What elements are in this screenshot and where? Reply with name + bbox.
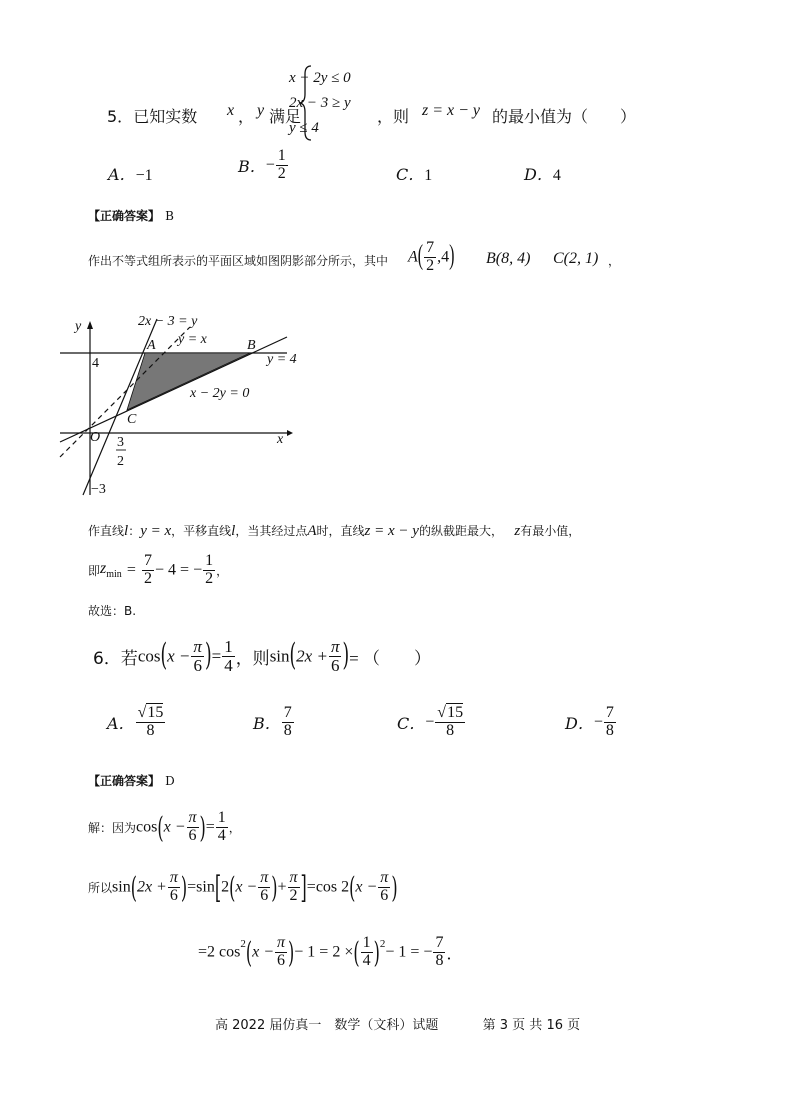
q6-sol-qden: 4 bbox=[217, 826, 226, 844]
q6-option-d-den: 8 bbox=[605, 721, 614, 739]
q6-sol3-endden: 8 bbox=[435, 951, 444, 969]
q5-answer bbox=[88, 205, 174, 224]
label-tick-4: 4 bbox=[92, 356, 99, 371]
q5-option-d-letter: D． bbox=[524, 165, 553, 184]
q5-prefix: 已知实数 bbox=[133, 107, 198, 126]
q5-ask: 的最小值为（ ） bbox=[492, 107, 637, 126]
q5-sol2-a: 作直线 bbox=[88, 524, 125, 538]
label-tick-3-2-num: 3 bbox=[117, 435, 124, 450]
q6-stem: 6．若cos(x − $\frac{\pi}{6}$ )= $\frac{1}{4}$ ，则sin(2x + $\frac{\pi}{6}$ )= （ ） bbox=[93, 637, 431, 675]
q5-sol2-eq: y = x bbox=[140, 523, 172, 539]
label-line-y-eq-4: y = 4 bbox=[267, 352, 297, 367]
q5-then: ，则 bbox=[377, 107, 410, 126]
q5-options bbox=[108, 147, 708, 198]
q5-solution-text1: 作出不等式组所表示的平面区域如图阴影部分所示，其中 bbox=[88, 254, 389, 268]
q6-sol3-pi: π bbox=[277, 934, 286, 951]
q6-sol-pi: π bbox=[188, 809, 197, 826]
q6-sol-cos: cos bbox=[136, 818, 158, 836]
label-point-a: A bbox=[147, 338, 156, 353]
q6-pi2: π bbox=[330, 637, 340, 656]
q6-sol2-arg2: x − bbox=[235, 878, 258, 896]
label-tick-3-2-den: 2 bbox=[117, 454, 124, 469]
y-axis-arrow bbox=[87, 321, 93, 329]
q6-option-a-letter: A． bbox=[107, 713, 135, 733]
q5-point-a-xnum: 7 bbox=[426, 239, 435, 256]
q6-sol2-pi4: π bbox=[380, 869, 389, 886]
q5-satisfies: 满足 bbox=[269, 107, 302, 126]
label-line-2x-3: 2x − 3 = y bbox=[138, 314, 198, 329]
q6-sol2-eq1: = bbox=[187, 878, 197, 896]
q5-sol2-g: 有最小值， bbox=[520, 524, 581, 538]
q6-option-a-den: 8 bbox=[146, 721, 155, 739]
q6-option-c-letter: C． bbox=[397, 713, 426, 733]
q5-answer-value: B bbox=[165, 209, 174, 223]
q5-sol2-z: z bbox=[514, 523, 521, 539]
q6-eq1: = bbox=[211, 646, 222, 666]
q6-option-b-num: 7 bbox=[283, 704, 292, 721]
q6-sol2-arg3: x − bbox=[355, 878, 378, 896]
zmin-num1: 7 bbox=[144, 552, 153, 569]
q5-number: 5． bbox=[107, 107, 134, 126]
q6-sol2-pi3: π bbox=[289, 869, 298, 886]
q6-sol2-two: 2 bbox=[221, 878, 230, 896]
zmin-end: ， bbox=[216, 563, 229, 578]
footer-page: 第 3 页 共 16 页 bbox=[482, 1018, 581, 1033]
q5-constraints bbox=[289, 66, 351, 141]
q5-point-c: C(2, 1) bbox=[553, 250, 599, 267]
q5-option-a-value: −1 bbox=[135, 167, 153, 184]
zmin-eq: = bbox=[126, 561, 136, 579]
q6-sol2-pi: π bbox=[169, 869, 178, 886]
q6-sol3-m1b: − 1 = − bbox=[385, 943, 433, 961]
q6-answer-value: D bbox=[165, 774, 175, 788]
label-origin: O bbox=[90, 430, 101, 445]
q5-solution-line4: 故选：B. bbox=[88, 604, 137, 618]
q6-option-c-den: 8 bbox=[446, 721, 455, 739]
q6-sol2-plus: + bbox=[277, 878, 287, 896]
q5-var-x: x bbox=[227, 102, 235, 119]
q6-sol3-m1: − 1 = 2 × bbox=[294, 943, 354, 961]
q6-options: A． $\frac{√15}{8}$ B． $\frac{7}{8}$ C．− $\frac{√15}{8}$ D．− $\frac{7}{8}$ bbox=[107, 704, 614, 739]
q6-sol3-sq: 2 bbox=[240, 937, 246, 950]
zmin-den2: 2 bbox=[205, 569, 214, 587]
q5-option-a-letter: A． bbox=[108, 165, 136, 184]
q6-six2: 6 bbox=[330, 655, 340, 675]
q5-sol2-l: l bbox=[124, 523, 129, 539]
label-y-axis: y bbox=[75, 319, 82, 334]
q6-option-d-sign: − bbox=[593, 713, 603, 731]
q5-option-b-num: 1 bbox=[277, 147, 286, 164]
q6-six1: 6 bbox=[193, 655, 202, 675]
q5-option-b-sign: − bbox=[265, 156, 275, 174]
q6-sol2-eq2: = bbox=[306, 878, 316, 896]
q6-option-d-num: 7 bbox=[605, 704, 614, 721]
q5-point-a-y: 4 bbox=[441, 248, 450, 266]
q6-sol3-arg: x − bbox=[252, 943, 275, 961]
q6-sol3-endnum: 7 bbox=[435, 934, 444, 951]
q5-sol2-f: 的纵截距最大， bbox=[418, 524, 503, 538]
q5-sol2-e: 时，直线 bbox=[316, 524, 365, 538]
q6-sol-arg: x − bbox=[163, 818, 186, 836]
q6-answer-label: 【正确答案】 bbox=[88, 774, 161, 788]
q6-sol-eq: = bbox=[205, 818, 215, 836]
q6-sol-comma: ， bbox=[228, 820, 241, 835]
q6-sol2-sin2: sin bbox=[196, 878, 215, 896]
q6-option-b-letter: B． bbox=[253, 713, 281, 733]
q5-var-y: y bbox=[257, 102, 265, 119]
q6-if: 若 bbox=[120, 648, 138, 669]
q6-sol3-end: ． bbox=[446, 945, 463, 963]
zmin-den1: 2 bbox=[144, 569, 153, 587]
q5-sol2-l2: l bbox=[231, 523, 236, 539]
q5-constraint-2: 2x − 3 ≥ y bbox=[289, 95, 351, 111]
q5-option-c-letter: C． bbox=[396, 165, 425, 184]
q6-sol2-arg: 2x + bbox=[136, 878, 167, 896]
q6-sol2-six: 6 bbox=[169, 886, 178, 904]
q6-answer bbox=[88, 770, 175, 789]
q6-option-d-letter: D． bbox=[565, 713, 594, 733]
footer-title: 高 2022 届仿真一 数学（文科）试题 bbox=[215, 1018, 439, 1033]
q6-sol2-six3: 6 bbox=[380, 886, 389, 904]
q6-sol3-qden: 4 bbox=[362, 951, 371, 969]
q6-option-c-sign: − bbox=[425, 713, 435, 731]
q6-option-b-den: 8 bbox=[283, 721, 292, 739]
q6-sol3-six: 6 bbox=[277, 951, 286, 969]
footer bbox=[215, 1014, 580, 1033]
q6-sol2-pi2: π bbox=[260, 869, 269, 886]
q5-option-b-letter: B． bbox=[238, 156, 266, 176]
q6-option-a-num: 15 bbox=[147, 704, 164, 721]
q5-option-b-den: 2 bbox=[277, 164, 286, 182]
q5-answer-label: 【正确答案】 bbox=[88, 209, 161, 223]
q6-sol2-two2: 2 bbox=[289, 886, 298, 904]
label-point-c: C bbox=[127, 412, 137, 427]
q6-sin: sin bbox=[269, 646, 290, 666]
q6-solution-line1: 解：因为cos(x − $\frac{\pi}{6}$ )= $\frac{1}{4}$ ， bbox=[88, 809, 241, 845]
q6-option-c-num: 15 bbox=[447, 704, 464, 721]
q5-point-a-name: A bbox=[408, 248, 418, 266]
q6-arg1: x − bbox=[167, 646, 191, 666]
q6-number: 6． bbox=[93, 648, 121, 669]
q5-constraint-1: x − 2y ≤ 0 bbox=[289, 70, 351, 86]
q6-solution-line3: =2 $\cos^2(x$ − $\frac{\pi}{6}$ )− 1 = 2 ×( $\frac{1}{4}$ )$^2$− 1 = − $\frac{7}{8}$ ． bbox=[198, 934, 463, 970]
q6-sol-intro: 解：因为 bbox=[88, 820, 137, 835]
q5-feasible-region-graph bbox=[55, 305, 315, 500]
q6-sol-qnum: 1 bbox=[217, 809, 226, 826]
q5-sol2-b: ： bbox=[128, 524, 141, 538]
q6-quarter-num: 1 bbox=[224, 637, 233, 656]
q5-solution-text1-end: ， bbox=[608, 254, 621, 268]
zmin-num2: 1 bbox=[205, 552, 214, 569]
q5-constraint-3: y ≤ 4 bbox=[289, 120, 319, 136]
q6-sol-six: 6 bbox=[188, 826, 197, 844]
q6-sol3-qnum: 1 bbox=[362, 934, 371, 951]
q5-point-b: B(8, 4) bbox=[486, 250, 531, 267]
q5-comma: ， bbox=[238, 107, 255, 126]
label-x-axis: x bbox=[277, 432, 284, 447]
zmin-z: z bbox=[100, 560, 107, 578]
shaded-region bbox=[127, 353, 250, 410]
q6-arg2: 2x + bbox=[296, 646, 328, 666]
q6-pi1: π bbox=[193, 637, 202, 656]
q6-sol2-sin: sin bbox=[112, 878, 131, 896]
label-tick-m3: −3 bbox=[91, 482, 106, 497]
q5-sol3-a: 即 bbox=[88, 563, 101, 578]
label-point-b: B bbox=[247, 338, 256, 353]
q6-then: ，则 bbox=[235, 648, 270, 669]
q5-sol2-eq2: z = x − y bbox=[364, 523, 419, 539]
q6-sol2-cos2: cos 2 bbox=[315, 878, 350, 896]
q5-solution-line3 bbox=[88, 553, 228, 588]
q5-sol2-A: A bbox=[307, 523, 317, 539]
q6-sol-so: 所以 bbox=[88, 880, 113, 895]
q6-quarter-den: 4 bbox=[224, 655, 233, 675]
q5-sol2-d: ，当其经过点 bbox=[235, 524, 308, 538]
q5-objective: z = x − y bbox=[422, 102, 481, 119]
q5-solution-line2 bbox=[88, 522, 580, 540]
q6-sol3-2cos: 2 cos bbox=[207, 943, 241, 961]
label-line-y-eq-x: y = x bbox=[178, 332, 207, 347]
line-y-eq-x bbox=[60, 327, 190, 457]
q6-sol3-sq2: 2 bbox=[379, 937, 386, 950]
q6-solution-line2: 所以sin(2x + $\frac{\pi}{6}$ )=sin[2(x − $\frac{\pi}{6}$ )+ $\frac{\pi}{2}$ ]=cos 2(x − $\frac{\pi}{6}$ ) bbox=[88, 869, 398, 906]
label-line-x-2y: x − 2y = 0 bbox=[190, 386, 250, 401]
zmin-mid: − 4 = − bbox=[155, 561, 203, 579]
q5-sol2-c: ，平移直线 bbox=[171, 524, 232, 538]
q5-point-a-xden: 2 bbox=[426, 256, 435, 274]
q6-sol3-eq: = bbox=[198, 943, 208, 961]
q5-option-c-value: 1 bbox=[424, 167, 433, 184]
q5-option-d-value: 4 bbox=[552, 167, 561, 184]
x-axis-arrow bbox=[287, 430, 293, 436]
zmin-sub: min bbox=[106, 569, 122, 581]
q6-cos: cos bbox=[137, 646, 161, 666]
q6-eq2: = （ ） bbox=[349, 648, 431, 668]
q6-sol2-six2: 6 bbox=[260, 886, 269, 904]
